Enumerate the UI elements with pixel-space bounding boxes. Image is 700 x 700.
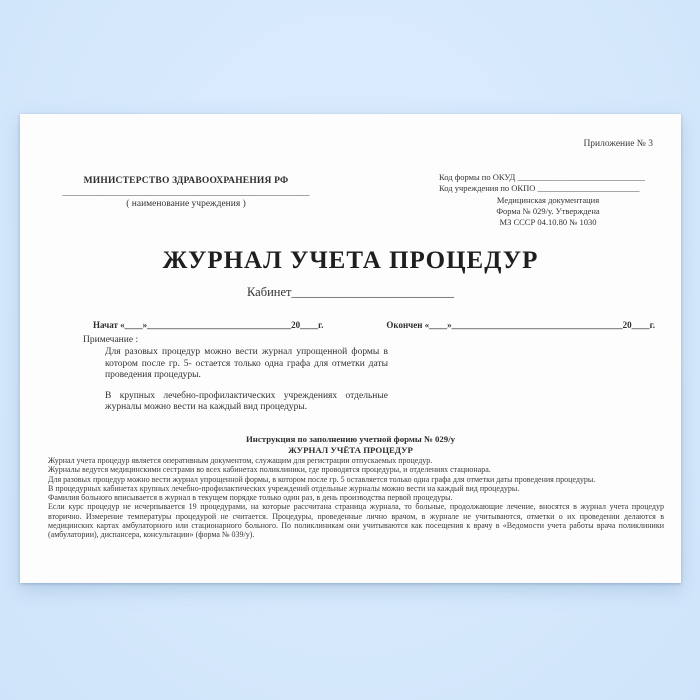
- note-paragraph-1: Для разовых процедур можно вести журнал упрощенной формы в котором после гр. 5- остается только одна графа для отметки даты проведения процедуры.: [105, 347, 388, 380]
- institution-blank-line: ____________________________________________________: [62, 189, 310, 197]
- codes-block: [439, 172, 657, 228]
- instruction-paragraph-1: Журнал учета процедур является оперативным документом, служащим для регистрации отпускаемых процедур.: [48, 456, 433, 465]
- ministry-name: МИНИСТЕРСТВО ЗДРАВООХРАНЕНИЯ РФ: [83, 176, 289, 186]
- cabinet-line: Кабинет__________________________: [247, 285, 454, 299]
- approval-line: МЗ СССР 04.10.80 № 1030: [499, 217, 597, 227]
- started-date-line: Начат «____»________________________________20____г.: [93, 320, 324, 330]
- form-number-line: Форма № 029/у. Утверждена: [496, 206, 600, 216]
- instruction-paragraph-3: Для разовых процедур можно вести журнал упрощенной формы, в котором после гр. 5 оставляется только одна графа для отметки даты проведения процедуры.: [48, 474, 596, 484]
- instruction-paragraph-2: Журналы ведутся медицинскими сестрами во всех кабинетах поликлиники, где проводятся процедуры, и отделениях стационара.: [48, 465, 491, 475]
- finished-date-line: Окончен «____»______________________________________20____г.: [386, 320, 655, 330]
- journal-cover-page: [20, 114, 681, 583]
- instruction-heading: Инструкция по заполнению учетной формы № 029/у: [245, 434, 456, 444]
- instruction-heading-block: [20, 434, 681, 455]
- ministry-block: [58, 176, 314, 209]
- note-label: Примечание :: [83, 335, 139, 345]
- appendix-label: Приложение № 3: [583, 139, 653, 149]
- okpo-code-line: Код учреждения по ОКПО ________________________: [439, 183, 640, 193]
- note-paragraph-2: В крупных лечебно-профилактических учреждениях отдельные журналы можно вести на каждый вид процедуры.: [105, 390, 388, 412]
- form-approval-block: [439, 195, 657, 228]
- instruction-paragraph-6: Если курс процедур не исчерпывается 19 процедурами, на которые рассчитана страница журнала, то больные, продолжающие лечение, вносятся в журнал учета процедур вторично. Измерение температуры процедурой не считается. Процедуры, проведенные лично врачом, в журнале не учитываются, отметки о их проведении делаются в медицинских картах амбулаторного или стационарного больного. По поликлиникам они учитываются как посещения к врачу в «Ведомости учета работы врача поликлиники (амбулатории), диспансера, консультации» (форма № 039/у).: [48, 502, 664, 540]
- instruction-paragraph-5: Фамилия больного вписывается в журнал в текущем порядке только один раз, в день производства первой процедуры.: [48, 493, 453, 503]
- instruction-text-block: [48, 456, 664, 540]
- dates-row: [93, 320, 655, 330]
- instruction-paragraph-4: В процедурных кабинетах крупных лечебно-профилактических учреждений отдельные журналы можно вести на каждый вид процедуры.: [48, 483, 520, 493]
- note-block: [105, 347, 388, 414]
- institution-caption: ( наименование учреждения ): [126, 199, 246, 209]
- okud-code-line: Код формы по ОКУД ______________________________: [439, 172, 645, 182]
- page-title: ЖУРНАЛ УЧЕТА ПРОЦЕДУР: [162, 247, 539, 274]
- instruction-subheading: ЖУРНАЛ УЧЁТА ПРОЦЕДУР: [288, 444, 413, 455]
- medical-documentation-line: Медицинская документация: [496, 195, 600, 205]
